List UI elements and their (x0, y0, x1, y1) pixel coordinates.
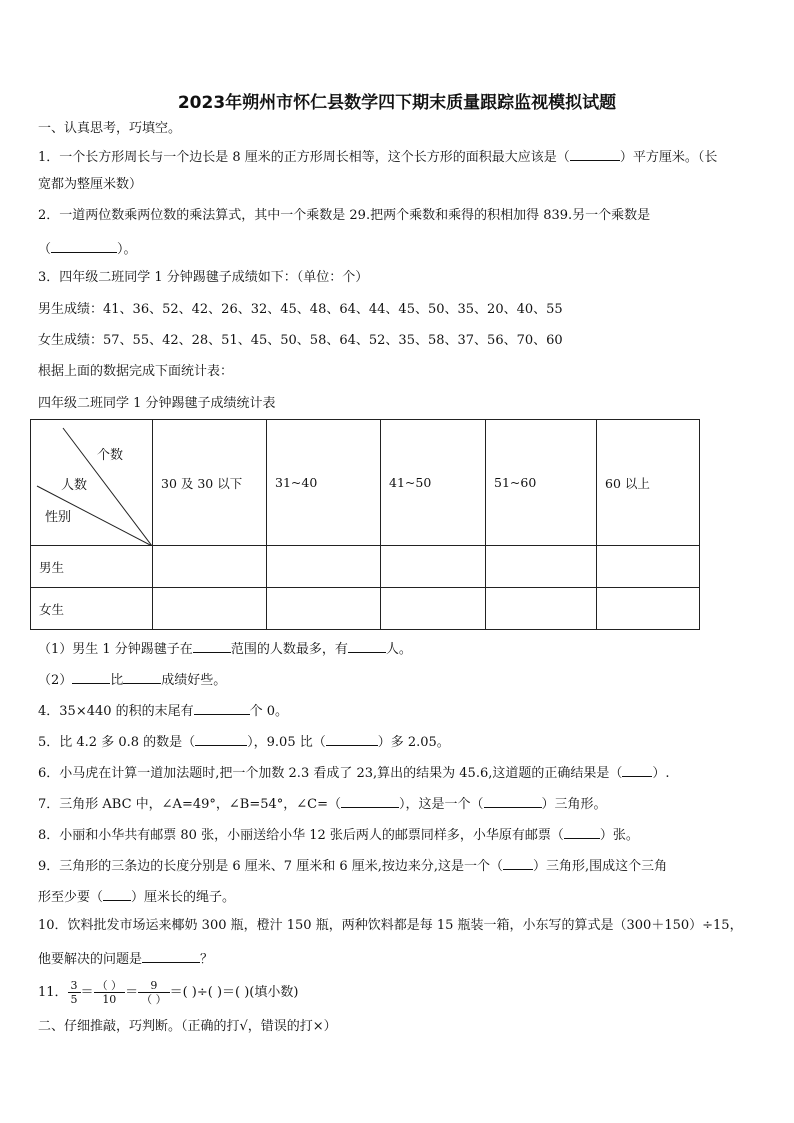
answer-blank[interactable] (72, 670, 110, 684)
question-3-sub-1: （1）男生 1 分钟踢毽子在 范围的人数最多，有 人。 (38, 639, 412, 658)
answer-blank[interactable] (103, 887, 131, 901)
answer-blank[interactable] (194, 701, 250, 715)
question-11: 11． $\frac{3}{5}$ ＝ $\frac{( )}{10}$ ＝ $\frac{9}{( )}$ ＝( )÷( )＝( )(填小数) (38, 979, 299, 1006)
answer-blank[interactable] (503, 856, 533, 870)
answer-blank[interactable] (142, 949, 200, 963)
answer-blank[interactable] (484, 794, 542, 808)
fraction: $\frac{3}{5}$ (68, 979, 81, 1006)
question-5: 5．比 4.2 多 0.8 的数是（ ），9.05 比（ ）多 2.05。 (38, 732, 450, 751)
table-cell[interactable] (153, 546, 267, 588)
answer-blank[interactable] (348, 639, 386, 653)
answer-blank[interactable] (193, 639, 231, 653)
answer-blank[interactable] (570, 147, 620, 161)
table-cell[interactable] (267, 588, 381, 630)
page-title: 2023年朔州市怀仁县数学四下期末质量跟踪监视模拟试题 (177, 93, 617, 113)
question-8: 8．小丽和小华共有邮票 80 张，小丽送给小华 12 张后两人的邮票同样多，小华原有邮票（ ）张。 (38, 825, 639, 844)
question-1: 1．一个长方形周长与一个边长是 8 厘米的正方形周长相等，这个长方形的面积最大应该是（ ）平方厘米。（长 (38, 147, 717, 166)
header-count: 个数 (97, 448, 124, 463)
girls-scores: 女生成绩：57、55、42、28、51、45、50、58、64、52、35、58、37、56、70、60 (38, 333, 563, 348)
question-10: 10．饮料批发市场运来椰奶 300 瓶，橙汁 150 瓶，两种饮料都是每 15 瓶装一箱，小东写的算式是（300＋150）÷15， (38, 918, 743, 933)
answer-blank[interactable] (341, 794, 399, 808)
row-label: 男生 (31, 546, 153, 588)
fraction: $\frac{9}{( )}$ (138, 979, 170, 1006)
answer-blank[interactable] (51, 239, 117, 253)
question-9-cont: 形至少要（ ）厘米长的绳子。 (38, 887, 235, 906)
question-3-sub-2: （2） 比 成绩好些。 (38, 670, 226, 689)
diagonal-lines (31, 420, 152, 546)
question-4: 4．35×440 的积的末尾有 个 0。 (38, 701, 288, 720)
fraction: $\frac{( )}{10}$ (94, 979, 126, 1006)
question-3: 3．四年级二班同学 1 分钟踢毽子成绩如下：（单位：个） (38, 270, 369, 285)
row-label: 女生 (31, 588, 153, 630)
question-7: 7．三角形 ABC 中，∠A=49°，∠B=54°，∠C=（ ），这是一个（ ）三角形。 (38, 794, 607, 813)
table-cell[interactable] (597, 546, 700, 588)
column-header: 41~50 (381, 420, 486, 546)
answer-blank[interactable] (326, 732, 378, 746)
question-2-cont: （ ）。 (38, 239, 137, 258)
column-header: 31~40 (267, 420, 381, 546)
question-9: 9．三角形的三条边的长度分别是 6 厘米、7 厘米和 6 厘米,按边来分,这是一个（ ）三角形,围成这个三角 (38, 856, 667, 875)
table-cell[interactable] (597, 588, 700, 630)
question-6: 6．小马虎在计算一道加法题时,把一个加数 2.3 看成了 23,算出的结果为 45.6,这道题的正确结果是（ ）. (38, 763, 670, 782)
column-header: 51~60 (486, 420, 597, 546)
column-header: 30 及 30 以下 (153, 420, 267, 546)
section-2-heading: 二、仔细推敲，巧判断。（正确的打√，错误的打×） (38, 1019, 337, 1034)
table-cell[interactable] (267, 546, 381, 588)
table-cell[interactable] (486, 546, 597, 588)
diagonal-header-cell (31, 420, 153, 546)
table-header-row (31, 420, 700, 546)
table-cell[interactable] (153, 588, 267, 630)
table-row (31, 588, 700, 630)
table-row (31, 546, 700, 588)
table-instruction: 根据上面的数据完成下面统计表： (38, 364, 234, 379)
answer-blank[interactable] (195, 732, 247, 746)
question-1-cont: 宽都为整厘米数） (38, 177, 143, 192)
table-cell[interactable] (486, 588, 597, 630)
table-cell[interactable] (381, 588, 486, 630)
answer-blank[interactable] (123, 670, 161, 684)
header-gender: 性别 (45, 510, 72, 525)
table-title: 四年级二班同学 1 分钟踢毽子成绩统计表 (38, 396, 276, 411)
table-cell[interactable] (381, 546, 486, 588)
column-header: 60 以上 (597, 420, 700, 546)
boys-scores: 男生成绩：41、36、52、42、26、32、45、48、64、44、45、50、35、20、40、55 (38, 302, 563, 317)
stats-table (30, 419, 700, 630)
section-1-heading: 一、认真思考，巧填空。 (38, 121, 182, 136)
question-2: 2．一道两位数乘两位数的乘法算式，其中一个乘数是 29.把两个乘数和乘得的积相加得 839.另一个乘数是 (38, 208, 651, 223)
answer-blank[interactable] (564, 825, 600, 839)
answer-blank[interactable] (622, 763, 652, 777)
question-10-cont: 他要解决的问题是 ？ (38, 949, 213, 968)
header-people: 人数 (61, 478, 88, 493)
